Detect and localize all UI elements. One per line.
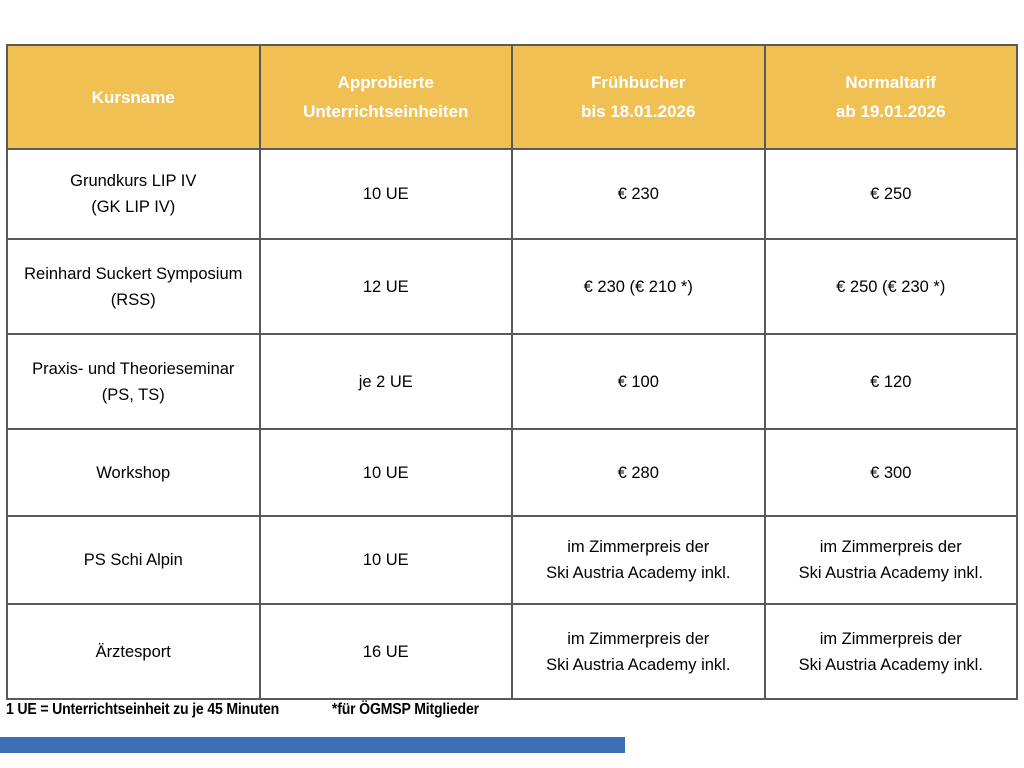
cell-line: Reinhard Suckert Symposium [24, 264, 243, 283]
column-header-einheiten [260, 45, 513, 149]
cell-fruehbucher [512, 149, 765, 239]
cell-line: 16 UE [362, 642, 409, 661]
cell-line: € 300 [870, 463, 912, 482]
cell-fruehbucher [512, 429, 765, 516]
cell-normaltarif [765, 429, 1018, 516]
header-line: Unterrichtseinheiten [303, 102, 469, 121]
cell-line: je 2 UE [358, 372, 413, 391]
cell-line: Ski Austria Academy inkl. [546, 655, 731, 674]
cell-normaltarif [765, 239, 1018, 334]
cell-line: € 230 [617, 185, 659, 203]
header-line: ab 19.01.2026 [835, 102, 946, 121]
cell-kursname [7, 149, 260, 239]
course-price-table [6, 44, 1018, 700]
cell-einheiten [260, 429, 513, 516]
cell-line: € 250 (€ 230 *) [836, 277, 946, 296]
table-row-symposium [7, 239, 1017, 334]
cell-line: Grundkurs LIP IV [70, 172, 197, 190]
cell-normaltarif [765, 604, 1018, 699]
table-row-seminar [7, 334, 1017, 429]
footnotes [6, 701, 479, 719]
cell-line: im Zimmerpreis der [819, 538, 962, 556]
cell-fruehbucher [512, 604, 765, 699]
cell-kursname [7, 516, 260, 604]
cell-normaltarif [765, 149, 1018, 239]
cell-line: Ski Austria Academy inkl. [546, 564, 731, 582]
cell-line: € 250 [870, 185, 912, 203]
cell-einheiten [260, 239, 513, 334]
cell-line: € 120 [870, 372, 912, 391]
footnote-ue-definition: 1 UE = Unterrichtseinheit zu je 45 Minuten [6, 701, 280, 718]
cell-line: Ski Austria Academy inkl. [798, 655, 983, 674]
cell-einheiten [260, 604, 513, 699]
cell-line: 12 UE [362, 277, 409, 296]
cell-kursname [7, 239, 260, 334]
cell-line: im Zimmerpreis der [819, 629, 962, 648]
cell-line: Workshop [96, 463, 171, 482]
cell-kursname [7, 334, 260, 429]
cell-line: im Zimmerpreis der [567, 629, 710, 648]
header-line: bis 18.01.2026 [581, 102, 696, 121]
column-header-kursname [7, 45, 260, 149]
column-header-fruehbucher [512, 45, 765, 149]
table-row-ps-schi-alpin [7, 516, 1017, 604]
footnote-oegmsp-members: *für ÖGMSP Mitglieder [331, 701, 479, 718]
table-row-workshop [7, 429, 1017, 516]
table-row-aerztesport [7, 604, 1017, 699]
cell-line: (RSS) [110, 290, 156, 309]
table-row-grundkurs [7, 149, 1017, 239]
cell-einheiten [260, 149, 513, 239]
cell-fruehbucher [512, 334, 765, 429]
cell-line: € 280 [617, 463, 659, 482]
table-header-row [7, 45, 1017, 149]
cell-kursname [7, 429, 260, 516]
cell-line: 10 UE [362, 185, 409, 203]
cell-line: 10 UE [362, 463, 409, 482]
cell-line: € 230 (€ 210 *) [583, 277, 693, 296]
cell-line: 10 UE [362, 551, 409, 569]
cell-line: (GK LIP IV) [91, 198, 176, 216]
cell-einheiten [260, 516, 513, 604]
header-line: Frühbucher [591, 73, 686, 92]
cell-line: Ski Austria Academy inkl. [798, 564, 983, 582]
cell-kursname [7, 604, 260, 699]
cell-einheiten [260, 334, 513, 429]
cell-line: (PS, TS) [101, 385, 165, 404]
cell-line: im Zimmerpreis der [567, 538, 710, 556]
cell-fruehbucher [512, 516, 765, 604]
header-line: Approbierte [337, 73, 434, 92]
cell-line: € 100 [617, 372, 659, 391]
cell-line: PS Schi Alpin [83, 551, 183, 569]
cell-line: Praxis- und Theorieseminar [32, 359, 235, 378]
cell-fruehbucher [512, 239, 765, 334]
header-line: Kursname [91, 87, 175, 107]
cell-line: Ärztesport [95, 642, 171, 661]
header-line: Normaltarif [845, 73, 937, 92]
cell-normaltarif [765, 516, 1018, 604]
cell-normaltarif [765, 334, 1018, 429]
column-header-normaltarif [765, 45, 1018, 149]
bottom-blue-bar [0, 737, 625, 753]
